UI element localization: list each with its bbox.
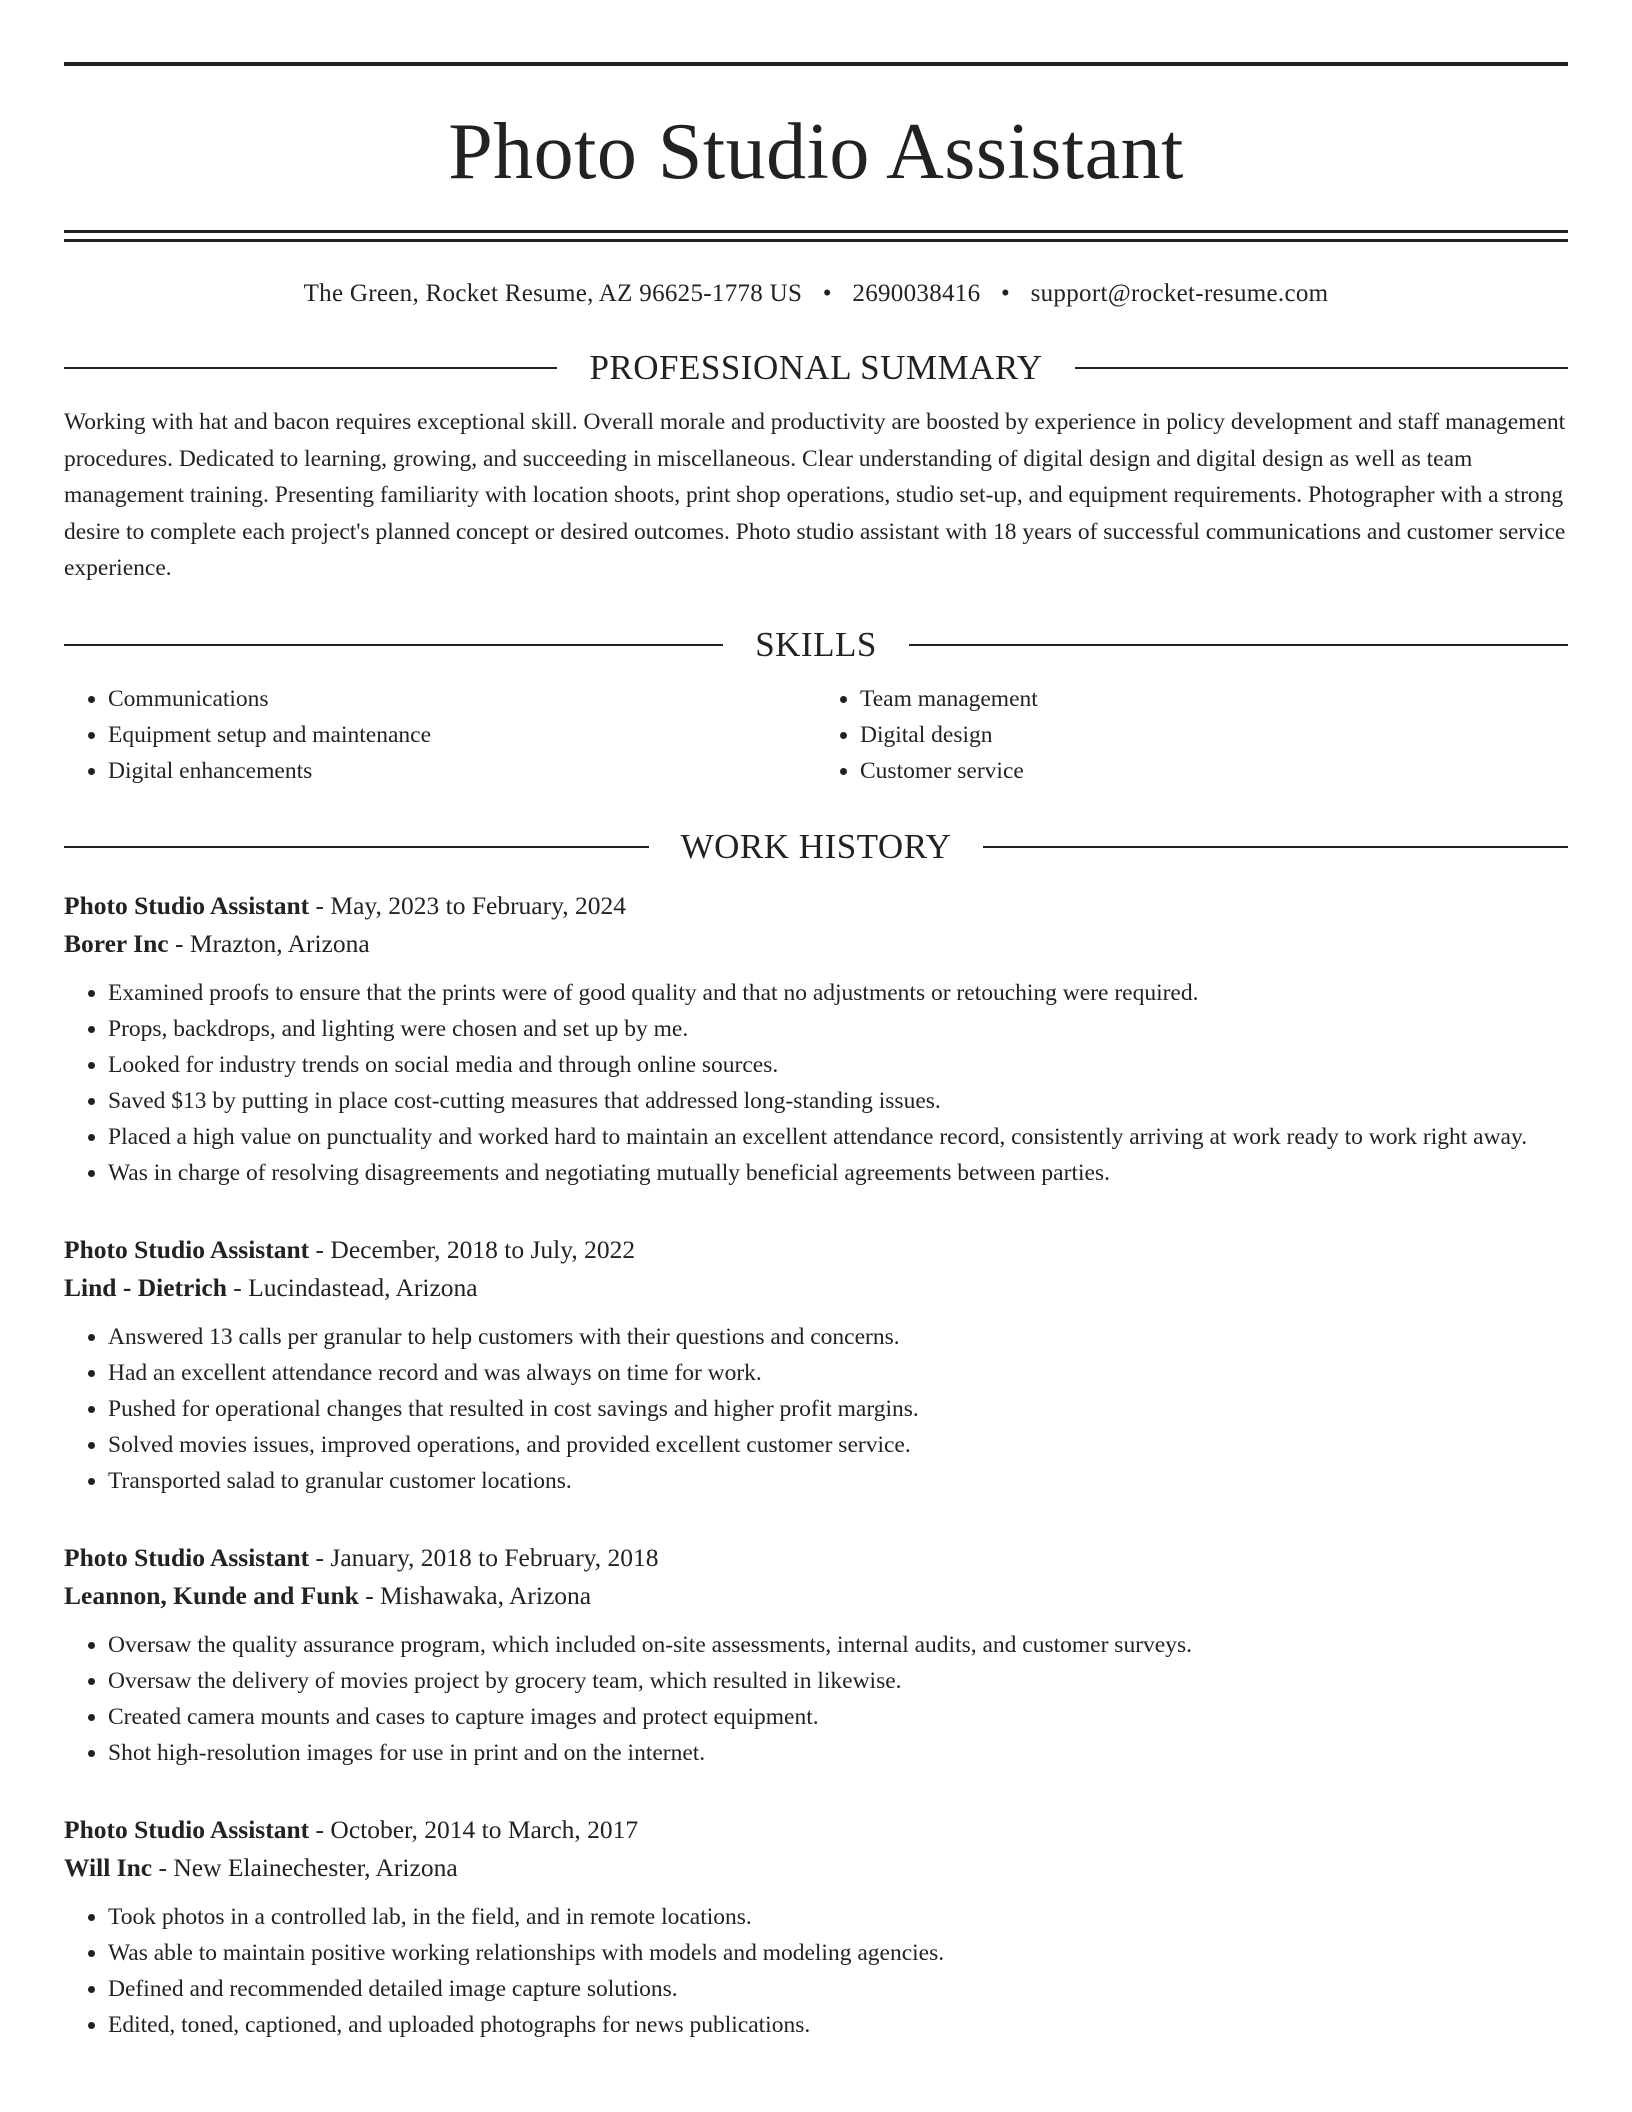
- summary-heading-title: PROFESSIONAL SUMMARY: [589, 348, 1043, 387]
- job-title: Photo Studio Assistant: [64, 1234, 310, 1264]
- contact-address: The Green, Rocket Resume, AZ 96625-1778 US: [303, 280, 803, 307]
- job-bullet: • Transported salad to granular customer locations.: [108, 1463, 1568, 1499]
- job-bullet: • Pushed for operational changes that resulted in cost savings and higher profit margins.: [108, 1391, 1568, 1427]
- resume-name: Photo Studio Assistant: [448, 108, 1184, 196]
- job-dates: - October, 2014 to March, 2017: [309, 1814, 639, 1844]
- job-entry: [64, 887, 1568, 1191]
- skills-heading-title: SKILLS: [755, 624, 877, 664]
- summary-heading: [64, 346, 1568, 390]
- job-company-line: [64, 1269, 1568, 1307]
- job-company-line: [64, 925, 1568, 963]
- skill-item: • Customer service: [860, 753, 1568, 789]
- job-bullets: [64, 1899, 1568, 2043]
- job-dates: - May, 2023 to February, 2024: [309, 890, 626, 920]
- job-bullet: • Solved movies issues, improved operations, and provided excellent customer service.: [108, 1427, 1568, 1463]
- skill-item: • Equipment setup and maintenance: [108, 717, 816, 753]
- contact-phone: 2690038416: [852, 280, 981, 307]
- job-entry: [64, 1231, 1568, 1499]
- summary-text: Working with hat and bacon requires exceptional skill. Overall morale and productivity are boosted by experience in policy development and staff management procedures. Dedicated to learning, growing, and succeeding in miscellaneous. Clear understanding of digital design and digital design as well as team management training. Presenting familiarity with location shoots, print shop operations, studio set-up, and equipment requirements. Photographer with a strong desire to complete each project's planned concept or desired outcomes. Photo studio assistant with 18 years of successful communications and customer service experience.: [64, 409, 1566, 581]
- skills-list: [64, 681, 1568, 789]
- contact-line: [64, 278, 1568, 310]
- heading-rule-left: [64, 644, 723, 646]
- job-title-line: [64, 1539, 1568, 1577]
- job-company: Leannon, Kunde and Funk: [64, 1580, 359, 1610]
- job-dates: - January, 2018 to February, 2018: [309, 1542, 659, 1572]
- contact-separator: •: [822, 280, 832, 307]
- skills-column-right: [816, 681, 1568, 789]
- skill-item: • Digital design: [860, 717, 1568, 753]
- job-bullet: • Oversaw the quality assurance program, which included on-site assessments, internal audits, and customer surveys.: [108, 1627, 1568, 1663]
- heading-rule-right: [983, 846, 1568, 848]
- job-bullet: • Created camera mounts and cases to capture images and protect equipment.: [108, 1699, 1568, 1735]
- skill-item: • Communications: [108, 681, 816, 717]
- job-bullet: • Shot high-resolution images for use in print and on the internet.: [108, 1735, 1568, 1771]
- double-rule: [64, 230, 1568, 242]
- job-bullet: • Defined and recommended detailed image capture solutions.: [108, 1971, 1568, 2007]
- job-bullet: • Examined proofs to ensure that the prints were of good quality and that no adjustments or retouching were required.: [108, 975, 1568, 1011]
- heading-rule-left: [64, 367, 557, 369]
- job-dates: - December, 2018 to July, 2022: [309, 1234, 636, 1264]
- work-heading: [64, 825, 1568, 869]
- contact-separator: •: [1000, 280, 1011, 307]
- skills-heading: [64, 623, 1568, 667]
- job-bullet: • Answered 13 calls per granular to help customers with their questions and concerns.: [108, 1319, 1568, 1355]
- job-bullet: • Props, backdrops, and lighting were chosen and set up by me.: [108, 1011, 1568, 1047]
- job-company-line: [64, 1577, 1568, 1615]
- skill-item: • Team management: [860, 681, 1568, 717]
- job-bullets: [64, 1319, 1568, 1499]
- job-location: - Lucindastead, Arizona: [226, 1272, 478, 1302]
- job-bullets: [64, 1627, 1568, 1771]
- job-location: - Mrazton, Arizona: [168, 928, 370, 958]
- job-entry: [64, 1539, 1568, 1771]
- job-title-line: [64, 887, 1568, 925]
- skills-column-left: [64, 681, 816, 789]
- job-company: Lind - Dietrich: [64, 1272, 227, 1302]
- job-entry: [64, 1811, 1568, 2043]
- job-bullet: • Oversaw the delivery of movies project by grocery team, which resulted in likewise.: [108, 1663, 1568, 1699]
- skill-item: • Digital enhancements: [108, 753, 816, 789]
- top-rule: [64, 62, 1568, 66]
- job-bullet: • Placed a high value on punctuality and worked hard to maintain an excellent attendance record, consistently arriving at work ready to work right away.: [108, 1119, 1568, 1155]
- job-bullet: • Edited, toned, captioned, and uploaded photographs for news publications.: [108, 2007, 1568, 2043]
- job-location: - Mishawaka, Arizona: [358, 1580, 592, 1610]
- job-title: Photo Studio Assistant: [64, 890, 310, 920]
- job-bullet: • Was able to maintain positive working relationships with models and modeling agencies.: [108, 1935, 1568, 1971]
- job-bullet: • Had an excellent attendance record and was always on time for work.: [108, 1355, 1568, 1391]
- heading-rule-left: [64, 846, 649, 848]
- job-bullet: • Looked for industry trends on social media and through online sources.: [108, 1047, 1568, 1083]
- job-bullets: [64, 975, 1568, 1191]
- job-title: Photo Studio Assistant: [64, 1542, 310, 1572]
- job-location: - New Elainechester, Arizona: [152, 1852, 458, 1882]
- work-heading-title: WORK HISTORY: [680, 826, 952, 866]
- job-company: Will Inc: [64, 1852, 153, 1882]
- job-title: Photo Studio Assistant: [64, 1814, 310, 1844]
- contact-email: support@rocket-resume.com: [1030, 280, 1329, 307]
- job-title-line: [64, 1231, 1568, 1269]
- job-company-line: [64, 1849, 1568, 1887]
- job-title-line: [64, 1811, 1568, 1849]
- job-bullet: • Saved $13 by putting in place cost-cutting measures that addressed long-standing issues.: [108, 1083, 1568, 1119]
- job-bullet: • Took photos in a controlled lab, in the field, and in remote locations.: [108, 1899, 1568, 1935]
- job-company: Borer Inc: [64, 928, 169, 958]
- heading-rule-right: [1075, 367, 1568, 369]
- job-bullet: • Was in charge of resolving disagreements and negotiating mutually beneficial agreements between parties.: [108, 1155, 1568, 1191]
- heading-rule-right: [909, 644, 1568, 646]
